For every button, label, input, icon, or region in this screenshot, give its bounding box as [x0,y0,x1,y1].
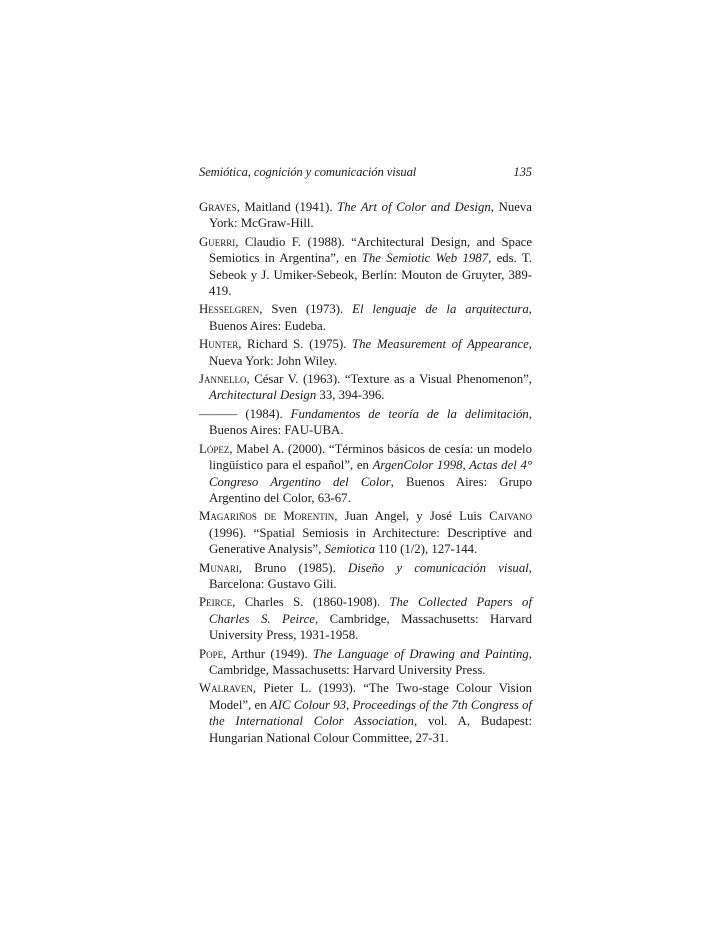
reference-entry: Hesselgren, Sven (1973). El lenguaje de la arquitectura, Buenos Aires: Eudeba. [199,302,532,333]
reference-author: Hunter [199,337,239,352]
reference-title: The Language of Drawing and Painting [313,646,529,661]
reference-entry: Graves, Maitland (1941). The Art of Color and Design, Nueva York: McGraw-Hill. [199,200,532,231]
reference-title: The Collected Papers of Charles S. Peirce [209,595,532,626]
reference-entry: Munari, Bruno (1985). Diseño y comunicación visual, Barcelona: Gustavo Gili. [199,560,532,591]
reference-author: Magariños de Morentin [199,509,335,524]
reference-entry: Guerri, Claudio F. (1988). “Architectural Design, and Space Semiotics in Argentina”, en The Semiotic Web 1987, eds. T. Sebeok y J. Umiker-Sebeok, Berlín: Mouton de Gruyter, 389-419. [199,234,532,299]
reference-title: Fundamentos de teoría de la delimitación [290,406,529,421]
reference-title: Diseño y comunicación visual [347,560,529,575]
reference-entry: Peirce, Charles S. (1860-1908). The Collected Papers of Charles S. Peirce, Cambridge, Massachusetts: Harvard University Press, 1931-1958. [199,595,532,643]
reference-title: AIC Colour 93, Proceedings of the 7th Congress of the International Color Association [209,697,532,729]
reference-coauthor: Caivano [489,509,533,524]
reference-author: Guerri [199,234,236,249]
reference-title: Architectural Design [209,388,317,403]
reference-author: Munari [199,560,239,575]
reference-title: ArgenColor 1998, Actas del 4° Congreso Argentino del Color [209,458,532,489]
page-number: 135 [513,165,532,179]
reference-author-dash: ——— [199,406,238,421]
running-header [199,165,532,180]
reference-title: Semiotica [324,542,375,557]
reference-author: Peirce [199,595,233,610]
reference-entry: Walraven, Pieter L. (1993). “The Two-stage Colour Vision Model”, en AIC Colour 93, Proceedings of the 7th Congress of the International Color Association, vol. A, Budapest: Hungarian National Colour Committee, 27-31. [199,681,533,745]
reference-entry: Hunter, Richard S. (1975). The Measurement of Appearance, Nueva York: John Wiley. [199,337,532,368]
reference-entry: López, Mabel A. (2000). “Términos básicos de cesía: un modelo lingüístico para el español”, en ArgenColor 1998, Actas del 4° Congreso Argentino del Color, Buenos Aires: Grupo Argentino del Color, 63-67. [199,441,532,505]
reference-entry: Pope, Arthur (1949). The Language of Drawing and Painting, Cambridge, Massachusetts: Harvard University Press. [199,646,532,677]
reference-entry: Jannello, César V. (1963). “Texture as a Visual Phenomenon”, Architectural Design 33, 394-396. [199,372,532,403]
reference-author: Graves [199,200,237,214]
reference-list [199,199,532,748]
running-header-title: Semiótica, cognición y comunicación visual [199,165,417,179]
reference-entry: ——— (1984). Fundamentos de teoría de la delimitación, Buenos Aires: FAU-UBA. [199,406,533,438]
reference-author: Jannello [199,372,247,387]
reference-author: López [199,441,230,456]
reference-title: The Measurement of Appearance [352,337,529,352]
reference-author: Hesselgren [199,302,260,317]
reference-title: El lenguaje de la arquitectura [352,302,529,317]
reference-author: Walraven [199,681,253,696]
reference-title: The Semiotic Web 1987 [361,251,489,266]
reference-title: The Art of Color and Design [337,200,491,214]
reference-entry: Magariños de Morentin, Juan Angel, y José Luis Caivano (1996). “Spatial Semiosis in Architecture: Descriptive and Generative Analysis”, Semiotica 110 (1/2), 127-144. [199,509,533,557]
reference-author: Pope [199,646,224,661]
